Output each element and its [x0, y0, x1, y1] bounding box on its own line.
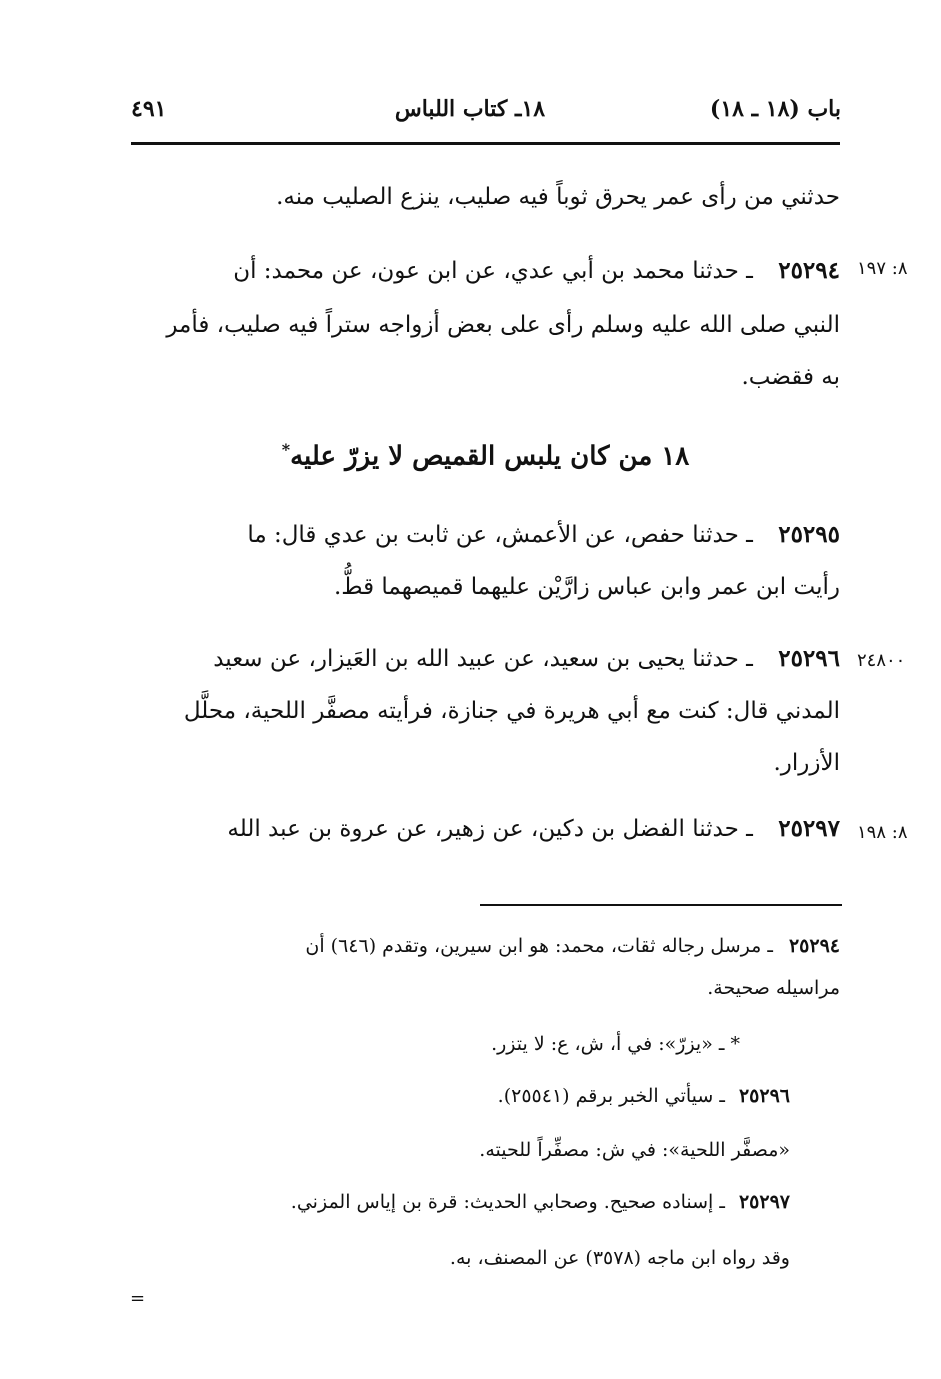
margin-ref: ٨: ١٩٨	[857, 822, 908, 843]
section-title	[131, 440, 840, 472]
footnote-number: ٢٥٢٩٦	[738, 1085, 790, 1107]
hadith-text: ـ حدثنا الفضل بن دكين، عن زهير، عن عروة بن عبد الله	[227, 816, 753, 842]
page-number: ٤٩١	[131, 96, 167, 122]
hadith-line: الأزرار.	[773, 750, 840, 776]
hadith-text: ـ حدثنا يحيى بن سعيد، عن عبيد الله بن العَيزار، عن سعيد	[213, 646, 753, 672]
chapter-header: باب (١٨ ـ ١٨)	[709, 96, 841, 122]
footnote	[180, 1180, 790, 1224]
hadith-number: ٢٥٢٩٥	[778, 521, 840, 548]
footnote: «مصفَّر اللحية»: في ش: مصفِّراً للحيته.	[479, 1139, 790, 1161]
footnote-number: ٢٥٢٩٧	[738, 1191, 790, 1213]
section-title-marker: *	[281, 440, 291, 459]
footnote	[300, 1074, 790, 1118]
footnote-text: ـ إسناده صحيح. وصحابي الحديث: قرة بن إياس المزني.	[290, 1191, 725, 1213]
hadith-number: ٢٥٢٩٤	[778, 257, 840, 284]
hadith-line: المدني قال: كنت مع أبي هريرة في جنازة، فرأيته مصفَّر اللحية، محلَّل	[183, 698, 840, 724]
header-rule	[131, 142, 840, 145]
hadith-number: ٢٥٢٩٦	[778, 645, 840, 672]
footnote-text: مراسيله صحيحة.	[707, 977, 840, 999]
footnote: وقد رواه ابن ماجه (٣٥٧٨) عن المصنف، به.	[449, 1247, 790, 1269]
footnote-rule	[480, 904, 842, 906]
margin-ref: ٨: ١٩٧	[857, 258, 908, 279]
footnote: * ـ «يزرّ»: في أ، ش، ع: لا يتزر.	[491, 1033, 740, 1055]
hadith-text: ـ حدثنا حفص، عن الأعمش، عن ثابت بن عدي قال: ما	[247, 522, 753, 548]
hadith-line	[131, 802, 840, 856]
footnote-number: ٢٥٢٩٤	[788, 935, 840, 957]
hadith-line: رأيت ابن عمر وابن عباس زارَّيْن عليهما قميصهما قطُّ.	[333, 574, 840, 600]
book-title: ١٨ـ كتاب اللباس	[394, 96, 546, 122]
margin-ref: ٢٤٨٠٠	[857, 650, 906, 671]
continuation-mark: =	[130, 1288, 146, 1309]
section-title-text: ١٨ من كان يلبس القميص لا يزرّ عليه	[290, 441, 690, 472]
hadith-number: ٢٥٢٩٧	[778, 815, 840, 842]
hadith-line	[131, 508, 840, 562]
hadith-line: به فقضب.	[741, 364, 840, 390]
continuation-text: حدثني من رأى عمر يحرق ثوباً فيه صليب، ينزع الصليب منه.	[276, 184, 840, 210]
hadith-line	[131, 632, 840, 686]
footnote	[131, 924, 840, 968]
hadith-line: النبي صلى الله عليه وسلم رأى على بعض أزواجه ستراً فيه صليب، فأمر	[166, 312, 840, 338]
footnote-text: ـ مرسل رجاله ثقات، محمد: هو ابن سيرين، وتقدم (٦٤٦) أن	[305, 935, 773, 957]
footnote-text: ـ سيأتي الخبر برقم (٢٥٥٤١).	[497, 1085, 725, 1107]
hadith-text: ـ حدثنا محمد بن أبي عدي، عن ابن عون، عن محمد: أن	[233, 258, 753, 284]
hadith-line	[131, 244, 840, 298]
